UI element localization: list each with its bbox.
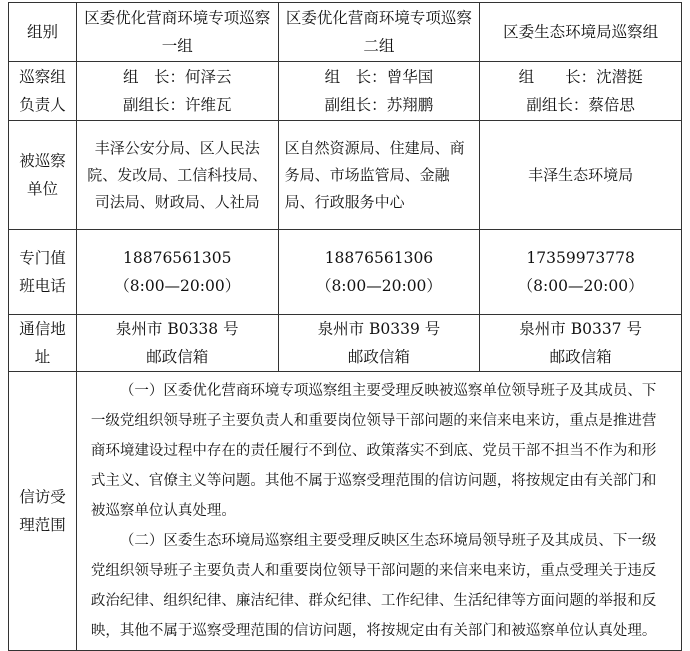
row-label-group: 组别	[9, 3, 77, 62]
group-name-1: 区委优化营商环境专项巡察一组	[76, 3, 278, 62]
row-label-units: 被巡察单位	[9, 121, 77, 230]
phones-row	[9, 230, 682, 315]
phone-group-3	[480, 230, 682, 315]
units-group-2: 区自然资源局、住建局、商务局、市场监管局、金融局、行政服务中心	[278, 121, 480, 230]
deputy-name: 蔡倍思	[588, 96, 635, 114]
deputy-name: 许维瓦	[185, 96, 232, 114]
phone-number: 18876561306	[324, 249, 434, 267]
deputy-name: 苏翔鹏	[386, 96, 434, 114]
address-group-2	[278, 315, 480, 372]
address-line1: 泉州市 B0339 号	[317, 320, 441, 338]
address-row	[9, 315, 682, 372]
group-name-2: 区委优化营商环境专项巡察二组	[278, 3, 480, 62]
phone-group-1	[76, 230, 278, 315]
leader-name: 何泽云	[185, 68, 232, 86]
row-label-address: 通信地址	[9, 315, 77, 372]
leader-title: 组 长：	[122, 68, 185, 86]
units-row	[9, 121, 682, 230]
row-label-phones: 专门值班电话	[9, 230, 77, 315]
scope-row	[9, 372, 682, 651]
deputy-title: 副组长：	[526, 96, 589, 114]
address-group-3	[480, 315, 682, 372]
phone-number: 18876561305	[123, 249, 232, 267]
phone-hours: （8:00—20:00）	[517, 277, 644, 295]
leader-name: 曾华国	[386, 68, 434, 86]
deputy-title: 副组长：	[324, 96, 387, 114]
scope-paragraph-2: （二）区委生态环境局巡察组主要受理反映区生态环境局领导班子及其成员、下一级党组织领导班子主要负责人和重要岗位领导干部问题的来信来电来访，重点受理关于违反政治纪律、组织纪律、廉洁纪律、群众纪律、工作纪律、生活纪律等方面问题的举报和反映，其他不属于巡察受理范围的信访问题，将按规定由有关部门和被巡察单位认真处理。	[90, 533, 657, 639]
scope-text	[76, 372, 681, 651]
leaders-group-3	[480, 62, 682, 121]
address-line2: 邮政信箱	[549, 348, 612, 366]
leader-title: 组 长：	[324, 68, 387, 86]
phone-hours: （8:00—20:00）	[315, 277, 442, 295]
address-group-1	[76, 315, 278, 372]
leaders-group-1	[76, 62, 278, 121]
row-label-leaders: 巡察组负责人	[9, 62, 77, 121]
group-header-row	[9, 3, 682, 62]
deputy-title: 副组长：	[122, 96, 185, 114]
address-line2: 邮政信箱	[146, 348, 209, 366]
leaders-row	[9, 62, 682, 121]
address-line1: 泉州市 B0337 号	[519, 320, 642, 338]
address-line1: 泉州市 B0338 号	[115, 320, 239, 338]
leader-name: 沈潜挺	[596, 68, 643, 86]
address-line2: 邮政信箱	[347, 348, 410, 366]
leaders-group-2	[278, 62, 480, 121]
units-group-3: 丰泽生态环境局	[480, 121, 682, 230]
inspection-info-table	[8, 2, 682, 651]
row-label-scope: 信访受理范围	[9, 372, 77, 651]
phone-group-2	[278, 230, 480, 315]
group-name-3: 区委生态环境局巡察组	[480, 3, 682, 62]
scope-paragraph-1: （一）区委优化营商环境专项巡察组主要受理反映被巡察单位领导班子及其成员、下一级党组织领导班子主要负责人和重要岗位领导干部问题的来信来电来访，重点是推进营商环境建设过程中存在的责任履行不到位、政策落实不到底、党员干部不担当不作为和形式主义、官僚主义等问题。其他不属于巡察受理范围的信访问题，将按规定由有关部门和被巡察单位认真处理。	[90, 383, 657, 519]
leader-title: 组 长：	[518, 68, 597, 86]
phone-number: 17359973778	[526, 249, 635, 267]
units-group-1: 丰泽公安分局、区人民法院、发改局、工信科技局、司法局、财政局、人社局	[76, 121, 278, 230]
phone-hours: （8:00—20:00）	[114, 277, 241, 295]
